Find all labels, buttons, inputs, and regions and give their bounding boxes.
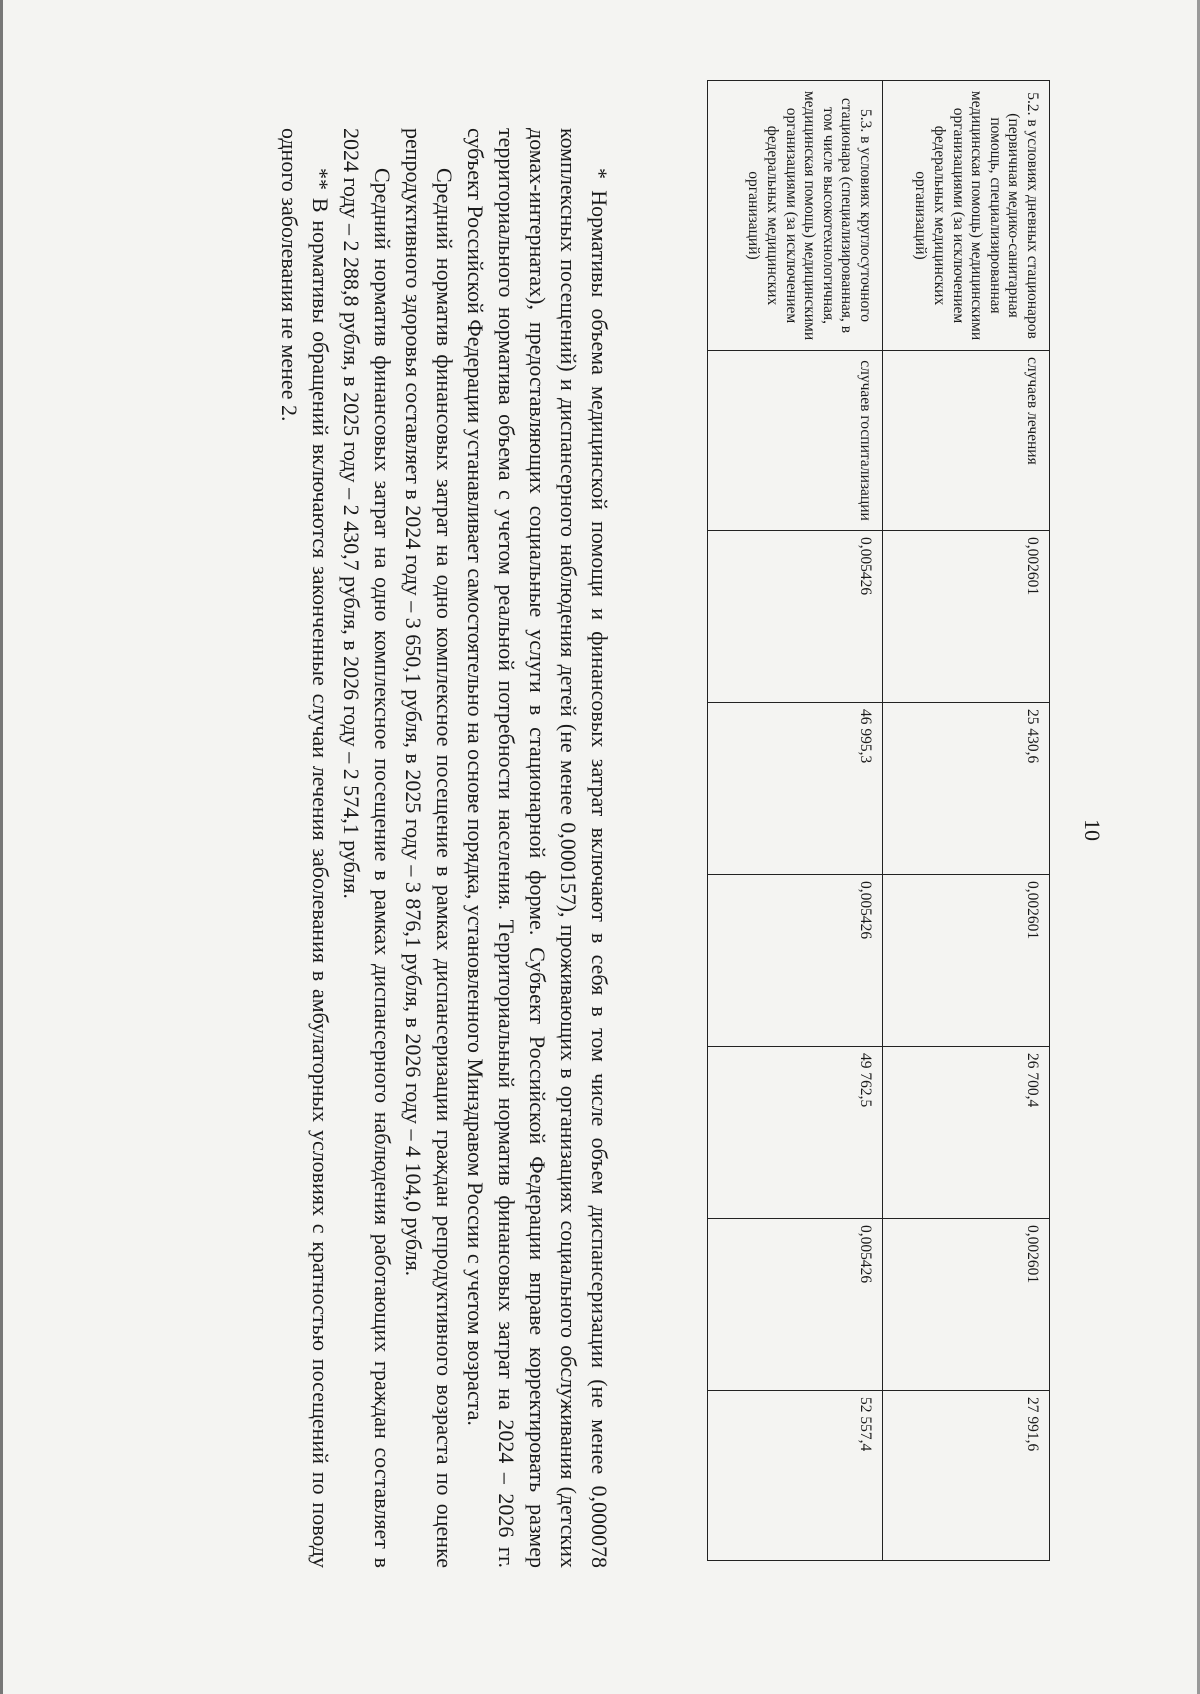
footnotes xyxy=(274,128,615,1568)
table-cell: 46 995,3 xyxy=(708,703,883,875)
table-cell: 0,002601 xyxy=(883,875,1050,1047)
page-number: 10 xyxy=(1080,819,1105,841)
table-cell: 27 991,6 xyxy=(883,1391,1050,1561)
table-cell: 0,002601 xyxy=(883,531,1050,703)
row-unit: случаев госпитализации xyxy=(708,351,883,531)
table-cell: 25 430,6 xyxy=(883,703,1050,875)
footnote-paragraph: ** В нормативы обращений включаются законченные случаи лечения заболевания в амбулаторных условиях с кратностью посещений по поводу одного заболевания не менее 2. xyxy=(277,128,333,1568)
table-cell: 0,005426 xyxy=(708,531,883,703)
footnote-paragraph: * Нормативы объема медицинской помощи и финансовых затрат включают в себя в том числе объем диспансеризации (не менее 0,000078 комплексных посещений) и диспансерного наблюдения детей (не менее 0,000157), проживающих в организациях социального обслуживания (детских домах-интернатах), предоставляющих социальные услуги в стационарной форме. Субъект Российской Федерации вправе корректировать размер территориального норматива объема с учетом реальной потребности населения. Территориальный норматив финансовых затрат на 2024 – 2026 гг. субъект Российской Федерации устанавливает самостоятельно на основе порядка, установленного Минздравом России с учетом возраста. xyxy=(463,128,612,1568)
table-row xyxy=(708,81,883,1561)
row-name: 5.2. в условиях дневных стационаров (первичная медико-санитарная помощь, специализированная медицинская помощь) медицинскими организациями (за исключением федеральных медицинских организаций) xyxy=(883,81,1050,351)
footnote-paragraph: Средний норматив финансовых затрат на одно комплексное посещение в рамках диспансеризации граждан репродуктивного возраста по оценке репродуктивного здоровья составляет в 2024 году – 3 650,1 рубля, в 2025 году – 3 876,1 рубля, в 2026 году – 4 104,0 рубля. xyxy=(401,128,457,1568)
table-cell: 0,005426 xyxy=(708,875,883,1047)
table-cell: 52 557,4 xyxy=(708,1391,883,1561)
row-unit: случаев лечения xyxy=(883,351,1050,531)
table-cell: 26 700,4 xyxy=(883,1047,1050,1219)
table-cell: 0,005426 xyxy=(708,1219,883,1391)
norms-table xyxy=(707,80,1050,1561)
row-name: 5.3. в условиях круглосуточного стационара (специализированная, в том числе высокотехнологичная, медицинская помощь) медицинскими организациями (за исключением федеральных медицинских организаций) xyxy=(708,81,883,351)
table-row xyxy=(883,81,1050,1561)
table-cell: 0,002601 xyxy=(883,1219,1050,1391)
table-cell: 49 762,5 xyxy=(708,1047,883,1219)
footnote-paragraph: Средний норматив финансовых затрат на одно комплексное посещение в рамках диспансерного наблюдения работающих граждан составляет в 2024 году – 2 288,8 рубля, в 2025 году – 2 430,7 рубля, в 2026 году – 2 574,1 рубля. xyxy=(339,128,395,1568)
